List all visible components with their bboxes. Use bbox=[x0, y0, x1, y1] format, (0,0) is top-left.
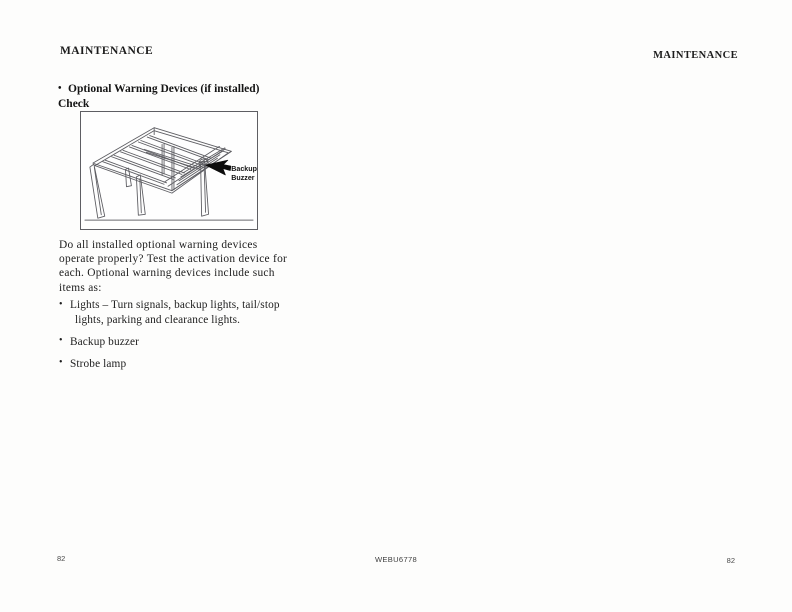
callout-label-line2: Buzzer bbox=[231, 173, 255, 182]
list-item bbox=[59, 357, 291, 372]
running-head-right: MAINTENANCE bbox=[653, 50, 738, 61]
section-subtitle: Check bbox=[58, 97, 90, 110]
list-item bbox=[59, 335, 291, 350]
warning-devices-list bbox=[59, 298, 291, 371]
section-title: Optional Warning Devices (if installed) bbox=[68, 83, 260, 95]
document-code: WEBU6778 bbox=[374, 555, 418, 564]
list-item-line1: Lights – Turn signals, backup lights, tail/stop bbox=[70, 299, 280, 311]
list-item-line1: Backup buzzer bbox=[70, 335, 139, 348]
canopy-frame-drawing bbox=[81, 112, 257, 229]
list-item-line2: lights, parking and clearance lights. bbox=[75, 313, 241, 326]
list-bullet-icon: • bbox=[59, 357, 63, 369]
list-item bbox=[59, 298, 291, 327]
running-head-left: MAINTENANCE bbox=[60, 45, 154, 57]
figure-canopy-frame bbox=[80, 111, 258, 230]
page-number-left: 82 bbox=[57, 554, 66, 563]
body-paragraph: Do all installed optional warning devices operate properly? Test the activation device for each. Optional warning devices include such items as: bbox=[59, 239, 288, 294]
heading-bullet-icon: • bbox=[58, 83, 62, 94]
list-bullet-icon: • bbox=[59, 335, 63, 347]
page-number-right: 82 bbox=[726, 556, 735, 565]
callout-arrow-icon bbox=[206, 160, 231, 175]
callout-label-line1: Backup bbox=[231, 165, 257, 173]
list-bullet-icon: • bbox=[59, 298, 63, 310]
list-item-line1: Strobe lamp bbox=[70, 357, 127, 370]
section-heading bbox=[58, 82, 358, 111]
